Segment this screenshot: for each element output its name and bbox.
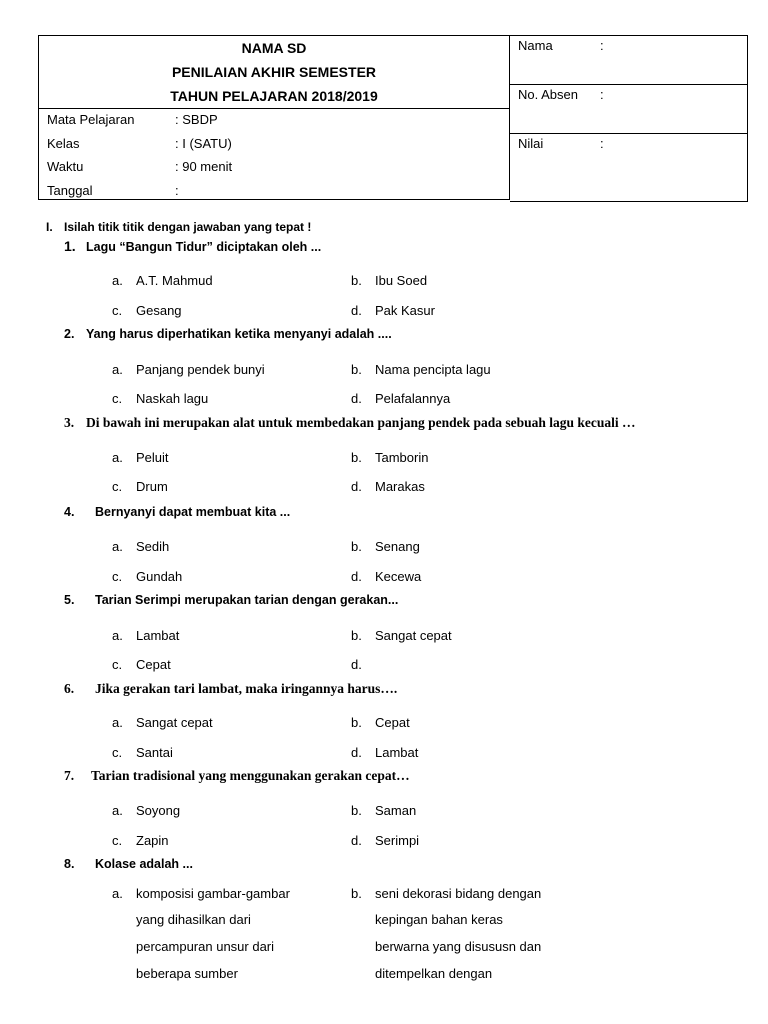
option-text: Kecewa <box>375 569 422 584</box>
question-2 <box>64 327 392 341</box>
option-text: Drum <box>136 479 168 494</box>
option-text: Nama pencipta lagu <box>375 362 491 377</box>
question-7 <box>64 768 410 784</box>
info-value: : <box>175 182 179 198</box>
option-7c[interactable] <box>112 833 169 848</box>
option-2d[interactable] <box>351 391 450 406</box>
option-text: Santai <box>136 745 173 760</box>
header-box <box>38 35 510 200</box>
info-label: Waktu <box>47 159 84 174</box>
option-letter: c. <box>112 569 123 584</box>
option-5d[interactable] <box>351 657 375 672</box>
option-letter: d. <box>351 391 362 406</box>
option-text: Cepat <box>136 657 171 672</box>
option-text: Peluit <box>136 450 169 465</box>
field-colon: : <box>600 87 604 102</box>
student-number-field[interactable] <box>510 85 747 134</box>
option-6b[interactable] <box>351 715 410 730</box>
option-1b[interactable] <box>351 273 427 288</box>
option-text: Pak Kasur <box>375 303 435 318</box>
option-4d[interactable] <box>351 569 421 584</box>
option-8a-line-2: yang dihasilkan dari <box>136 912 251 927</box>
option-2b[interactable] <box>351 362 491 377</box>
option-letter: c. <box>112 745 123 760</box>
option-letter: c. <box>112 391 123 406</box>
question-number: 2. <box>64 327 75 341</box>
option-text: Sedih <box>136 539 170 554</box>
option-text: Gundah <box>136 569 183 584</box>
info-label: Mata Pelajaran <box>47 112 135 127</box>
question-number: 6. <box>64 681 75 696</box>
question-number: 1. <box>64 238 76 254</box>
option-8b[interactable] <box>351 886 541 901</box>
option-letter: c. <box>112 303 123 318</box>
option-letter: a. <box>112 362 123 377</box>
question-number: 4. <box>64 505 75 519</box>
school-name: NAMA SD <box>241 40 307 56</box>
field-label: No. Absen <box>518 87 578 102</box>
field-colon: : <box>600 38 604 53</box>
option-letter: b. <box>351 803 362 818</box>
question-text: Bernyanyi dapat membuat kita ... <box>95 505 291 519</box>
question-text: Kolase adalah ... <box>95 857 193 871</box>
option-text: Cepat <box>375 715 410 730</box>
info-value: : SBDP <box>175 112 218 127</box>
option-letter: a. <box>112 628 123 643</box>
info-value: : I (SATU) <box>175 135 232 151</box>
option-4b[interactable] <box>351 539 420 554</box>
option-1c[interactable] <box>112 303 182 318</box>
question-number: 7. <box>64 768 75 783</box>
option-letter: b. <box>351 273 362 288</box>
option-text: Senang <box>375 539 420 554</box>
option-7b[interactable] <box>351 803 416 818</box>
question-3 <box>64 415 636 431</box>
option-letter: c. <box>112 479 123 494</box>
question-text: Jika gerakan tari lambat, maka iringannya harus…. <box>95 681 398 696</box>
question-8 <box>64 857 193 871</box>
option-letter: d. <box>351 833 362 848</box>
option-text: Serimpi <box>375 833 420 848</box>
option-text: Zapin <box>136 833 169 848</box>
option-letter: a. <box>112 803 123 818</box>
option-text: Soyong <box>136 803 181 818</box>
header-title <box>39 36 509 109</box>
option-text: Naskah lagu <box>136 391 209 406</box>
option-5a[interactable] <box>112 628 179 643</box>
option-text: Tamborin <box>375 450 429 465</box>
option-text: Sangat cepat <box>375 628 452 643</box>
option-8a-line-4: beberapa sumber <box>136 966 238 981</box>
field-colon: : <box>600 136 604 151</box>
question-number: 8. <box>64 857 75 871</box>
question-text: Yang harus diperhatikan ketika menyanyi adalah .... <box>86 327 392 341</box>
option-6c[interactable] <box>112 745 173 760</box>
option-letter: a. <box>112 539 123 554</box>
academic-year: TAHUN PELAJARAN 2018/2019 <box>170 88 378 104</box>
info-label: Tanggal <box>47 182 93 198</box>
option-3b[interactable] <box>351 450 428 465</box>
option-letter: a. <box>112 715 123 730</box>
option-6a[interactable] <box>112 715 213 730</box>
option-text: A.T. Mahmud <box>136 273 213 288</box>
question-text: Lagu “Bangun Tidur” diciptakan oleh ... <box>86 240 322 254</box>
option-letter: d. <box>351 479 362 494</box>
option-1d[interactable] <box>351 303 435 318</box>
option-letter: b. <box>351 539 362 554</box>
option-text: Pelafalannya <box>375 391 451 406</box>
info-row-class <box>47 132 507 156</box>
option-3a[interactable] <box>112 450 169 465</box>
question-5 <box>64 593 398 607</box>
option-4c[interactable] <box>112 569 182 584</box>
info-label: Kelas <box>47 135 80 151</box>
option-text: Panjang pendek bunyi <box>136 362 265 377</box>
option-letter: a. <box>112 886 123 901</box>
option-letter: d. <box>351 657 362 672</box>
option-letter: b. <box>351 886 362 901</box>
option-text: Lambat <box>375 745 419 760</box>
instruction <box>46 220 311 234</box>
score-field[interactable] <box>510 134 747 203</box>
exam-title: PENILAIAN AKHIR SEMESTER <box>171 64 377 80</box>
exam-info <box>47 108 507 202</box>
option-letter: a. <box>112 273 123 288</box>
info-row-subject <box>47 108 507 132</box>
option-letter: c. <box>112 657 123 672</box>
option-7a[interactable] <box>112 803 180 818</box>
option-6d[interactable] <box>351 745 418 760</box>
question-text: Tarian tradisional yang menggunakan gerakan cepat… <box>91 768 410 783</box>
option-text: Saman <box>375 803 417 818</box>
option-1a[interactable] <box>112 273 213 288</box>
option-letter: b. <box>351 362 362 377</box>
question-text: Tarian Serimpi merupakan tarian dengan gerakan... <box>95 593 399 607</box>
student-name-field[interactable] <box>510 36 747 85</box>
question-4 <box>64 505 290 519</box>
option-text-line: komposisi gambar-gambar <box>136 886 290 901</box>
option-8b-line-2: kepingan bahan keras <box>375 912 503 927</box>
option-4a[interactable] <box>112 539 169 554</box>
option-letter: b. <box>351 450 362 465</box>
option-letter: c. <box>112 833 123 848</box>
instruction-text: Isilah titik titik dengan jawaban yang tepat ! <box>64 220 312 234</box>
option-text: Gesang <box>136 303 182 318</box>
section-number: I. <box>46 220 53 234</box>
option-3c[interactable] <box>112 479 168 494</box>
option-letter: d. <box>351 745 362 760</box>
question-number: 3. <box>64 415 75 430</box>
field-label: Nilai <box>518 136 544 151</box>
option-2c[interactable] <box>112 391 208 406</box>
info-value: : 90 menit <box>175 159 233 174</box>
option-text: Lambat <box>136 628 180 643</box>
question-1 <box>64 238 321 254</box>
option-8b-line-3: berwarna yang disususn dan <box>375 939 542 954</box>
option-8b-line-4: ditempelkan dengan <box>375 966 493 981</box>
question-number: 5. <box>64 593 75 607</box>
field-label: Nama <box>518 38 553 53</box>
option-5c[interactable] <box>112 657 171 672</box>
info-row-date <box>47 179 507 203</box>
option-text: Ibu Soed <box>375 273 428 288</box>
option-3d[interactable] <box>351 479 425 494</box>
option-letter: a. <box>112 450 123 465</box>
option-7d[interactable] <box>351 833 419 848</box>
option-text: Sangat cepat <box>136 715 213 730</box>
option-5b[interactable] <box>351 628 452 643</box>
option-text: Marakas <box>375 479 425 494</box>
question-6 <box>64 681 397 697</box>
question-text: Di bawah ini merupakan alat untuk membedakan panjang pendek pada sebuah lagu kecuali … <box>86 415 636 430</box>
student-box <box>510 35 748 202</box>
option-letter: b. <box>351 715 362 730</box>
info-row-time <box>47 155 507 179</box>
option-8a-line-3: percampuran unsur dari <box>136 939 275 954</box>
option-text-line: seni dekorasi bidang dengan <box>375 886 542 901</box>
option-letter: b. <box>351 628 362 643</box>
option-2a[interactable] <box>112 362 265 377</box>
option-letter: d. <box>351 303 362 318</box>
option-8a[interactable] <box>112 886 290 901</box>
option-letter: d. <box>351 569 362 584</box>
